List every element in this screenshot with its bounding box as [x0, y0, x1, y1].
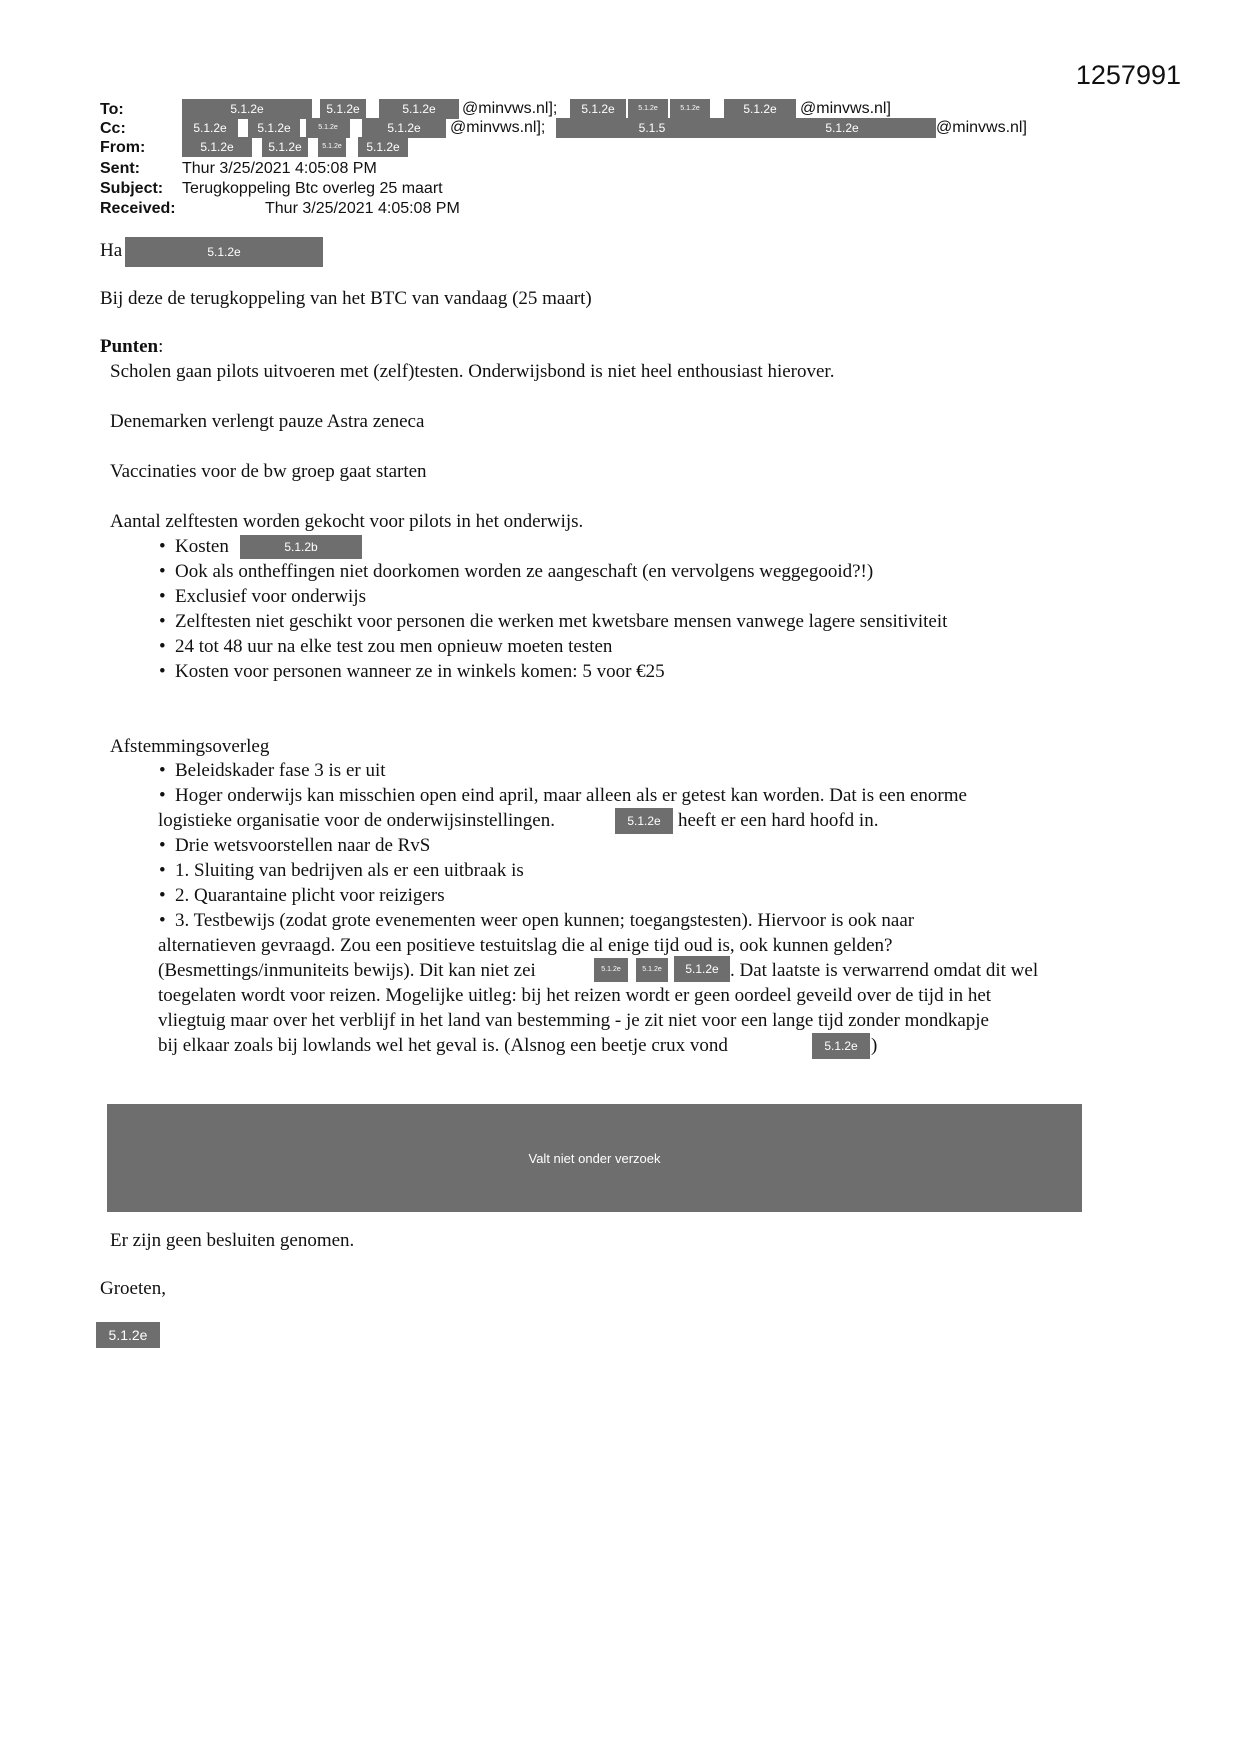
testbewijs-line4: toegelaten wordt voor reizen. Mogelijke uitleg: bij het reizen wordt er geen oordeel geveild over de tijd in het	[158, 985, 992, 1006]
received-value: Thur 3/25/2021 4:05:08 PM	[265, 200, 460, 217]
redaction-cc-2: 5.1.2e	[248, 118, 300, 138]
to-domain-1: @minvws.nl];	[462, 100, 558, 117]
bullet-wetsvoorstellen: • Drie wetsvoorstellen naar de RvS	[175, 835, 430, 857]
redaction-out-of-scope: Valt niet onder verzoek	[107, 1104, 1082, 1212]
redaction-greeting-name: 5.1.2e	[125, 237, 323, 267]
testbewijs-line2: alternatieven gevraagd. Zou een positieve testuitslag die al enige tijd oud is, ook kunnen gelden?	[158, 935, 893, 956]
redaction-from-3: 5.1.2e	[318, 137, 346, 157]
redaction-cc-4: 5.1.2e	[362, 118, 446, 138]
redaction-cc-6: 5.1.2e	[748, 118, 936, 138]
testbewijs-line3: (Besmettings/inmuniteits bewijs). Dit kan niet zei	[158, 960, 536, 981]
bullet-quarantaine: • 2. Quarantaine plicht voor reizigers	[175, 885, 445, 907]
redaction-to-5: 5.1.2e	[628, 99, 668, 119]
cc-domain-1: @minvws.nl];	[450, 119, 546, 136]
afstemmingsoverleg-heading: Afstemmingsoverleg	[110, 736, 270, 757]
received-label: Received:	[100, 200, 176, 217]
closing-groeten: Groeten,	[100, 1278, 166, 1299]
bullet-exclusief: • Exclusief voor onderwijs	[175, 586, 366, 608]
redaction-to-3: 5.1.2e	[379, 99, 459, 119]
testbewijs-line5: vliegtuig maar over het verblijf in het land van bestemming - je zit niet voor een lange tijd zonder mondkapje	[158, 1010, 989, 1031]
redaction-to-4: 5.1.2e	[570, 99, 626, 119]
bullet-hoger-onderwijs: • Hoger onderwijs kan misschien open eind april, maar alleen als er getest kan worden. Dat is een enorme	[175, 785, 967, 807]
redaction-cc-5: 5.1.5	[556, 118, 748, 138]
from-label: From:	[100, 139, 146, 156]
redaction-signature: 5.1.2e	[96, 1322, 160, 1348]
intro-text: Bij deze de terugkoppeling van het BTC van vandaag (25 maart)	[100, 288, 592, 309]
redaction-cc-3: 5.1.2e	[306, 118, 350, 138]
redaction-testbewijs-1: 5.1.2e	[594, 958, 628, 982]
punt-denemarken: Denemarken verlengt pauze Astra zeneca	[110, 411, 425, 432]
document-id: 1257991	[1075, 60, 1181, 90]
bullet-testbewijs: • 3. Testbewijs (zodat grote evenementen weer open kunnen; toegangstesten). Hiervoor is ook naar	[175, 910, 914, 932]
redaction-to-2: 5.1.2e	[320, 99, 366, 119]
redaction-to-1: 5.1.2e	[182, 99, 312, 119]
bullet-niet-geschikt: • Zelftesten niet geschikt voor personen die werken met kwetsbare mensen vanwege lagere sensitiviteit	[175, 611, 947, 633]
redaction-testbewijs-3: 5.1.2e	[674, 956, 730, 982]
subject-value: Terugkoppeling Btc overleg 25 maart	[182, 180, 443, 197]
redaction-from-1: 5.1.2e	[182, 137, 252, 157]
closing-besluiten: Er zijn geen besluiten genomen.	[110, 1230, 355, 1251]
sent-label: Sent:	[100, 160, 140, 177]
bullet-ontheffingen: • Ook als ontheffingen niet doorkomen worden ze aangeschaft (en vervolgens weggegooid?!)	[175, 561, 873, 583]
cc-label: Cc:	[100, 120, 126, 137]
redaction-from-4: 5.1.2e	[358, 137, 408, 157]
bullet-kosten-winkels: • Kosten voor personen wanneer ze in winkels komen: 5 voor €25	[175, 661, 665, 683]
redaction-kosten: 5.1.2b	[240, 535, 362, 559]
hoger-onderwijs-line2: logistieke organisatie voor de onderwijsinstellingen.	[158, 810, 555, 831]
punten-heading: Punten:	[100, 336, 164, 357]
bullet-beleidskader: • Beleidskader fase 3 is er uit	[175, 760, 386, 782]
to-label: To:	[100, 101, 124, 118]
greeting: Ha	[100, 240, 123, 261]
punt-zelftesten: Aantal zelftesten worden gekocht voor pilots in het onderwijs.	[110, 511, 584, 532]
bullet-kosten: • Kosten	[175, 536, 229, 558]
redaction-to-6: 5.1.2e	[670, 99, 710, 119]
redaction-hoger-onderwijs: 5.1.2e	[615, 808, 673, 834]
testbewijs-line3b: . Dat laatste is verwarrend omdat dit wel	[730, 960, 1039, 981]
bullet-opnieuw-testen: • 24 tot 48 uur na elke test zou men opnieuw moeten testen	[175, 636, 612, 658]
redaction-to-7: 5.1.2e	[724, 99, 796, 119]
sent-value: Thur 3/25/2021 4:05:08 PM	[182, 160, 377, 177]
punt-vaccinaties: Vaccinaties voor de bw groep gaat starten	[110, 461, 427, 482]
testbewijs-line6: bij elkaar zoals bij lowlands wel het geval is. (Alsnog een beetje crux vond	[158, 1035, 728, 1056]
to-domain-2: @minvws.nl]	[800, 100, 891, 117]
subject-label: Subject:	[100, 180, 164, 197]
redaction-testbewijs-2: 5.1.2e	[636, 958, 668, 982]
testbewijs-close: )	[871, 1035, 878, 1056]
redaction-crux: 5.1.2e	[812, 1033, 870, 1059]
cc-domain-2: @minvws.nl]	[936, 119, 1027, 136]
hoger-onderwijs-line2b: heeft er een hard hoofd in.	[678, 810, 879, 831]
redaction-from-2: 5.1.2e	[262, 137, 308, 157]
punten-label: Punten	[100, 336, 159, 357]
bullet-sluiting: • 1. Sluiting van bedrijven als er een uitbraak is	[175, 860, 524, 882]
punt-scholen: Scholen gaan pilots uitvoeren met (zelf)testen. Onderwijsbond is niet heel enthousiast hierover.	[110, 361, 835, 382]
redaction-cc-1: 5.1.2e	[182, 118, 238, 138]
